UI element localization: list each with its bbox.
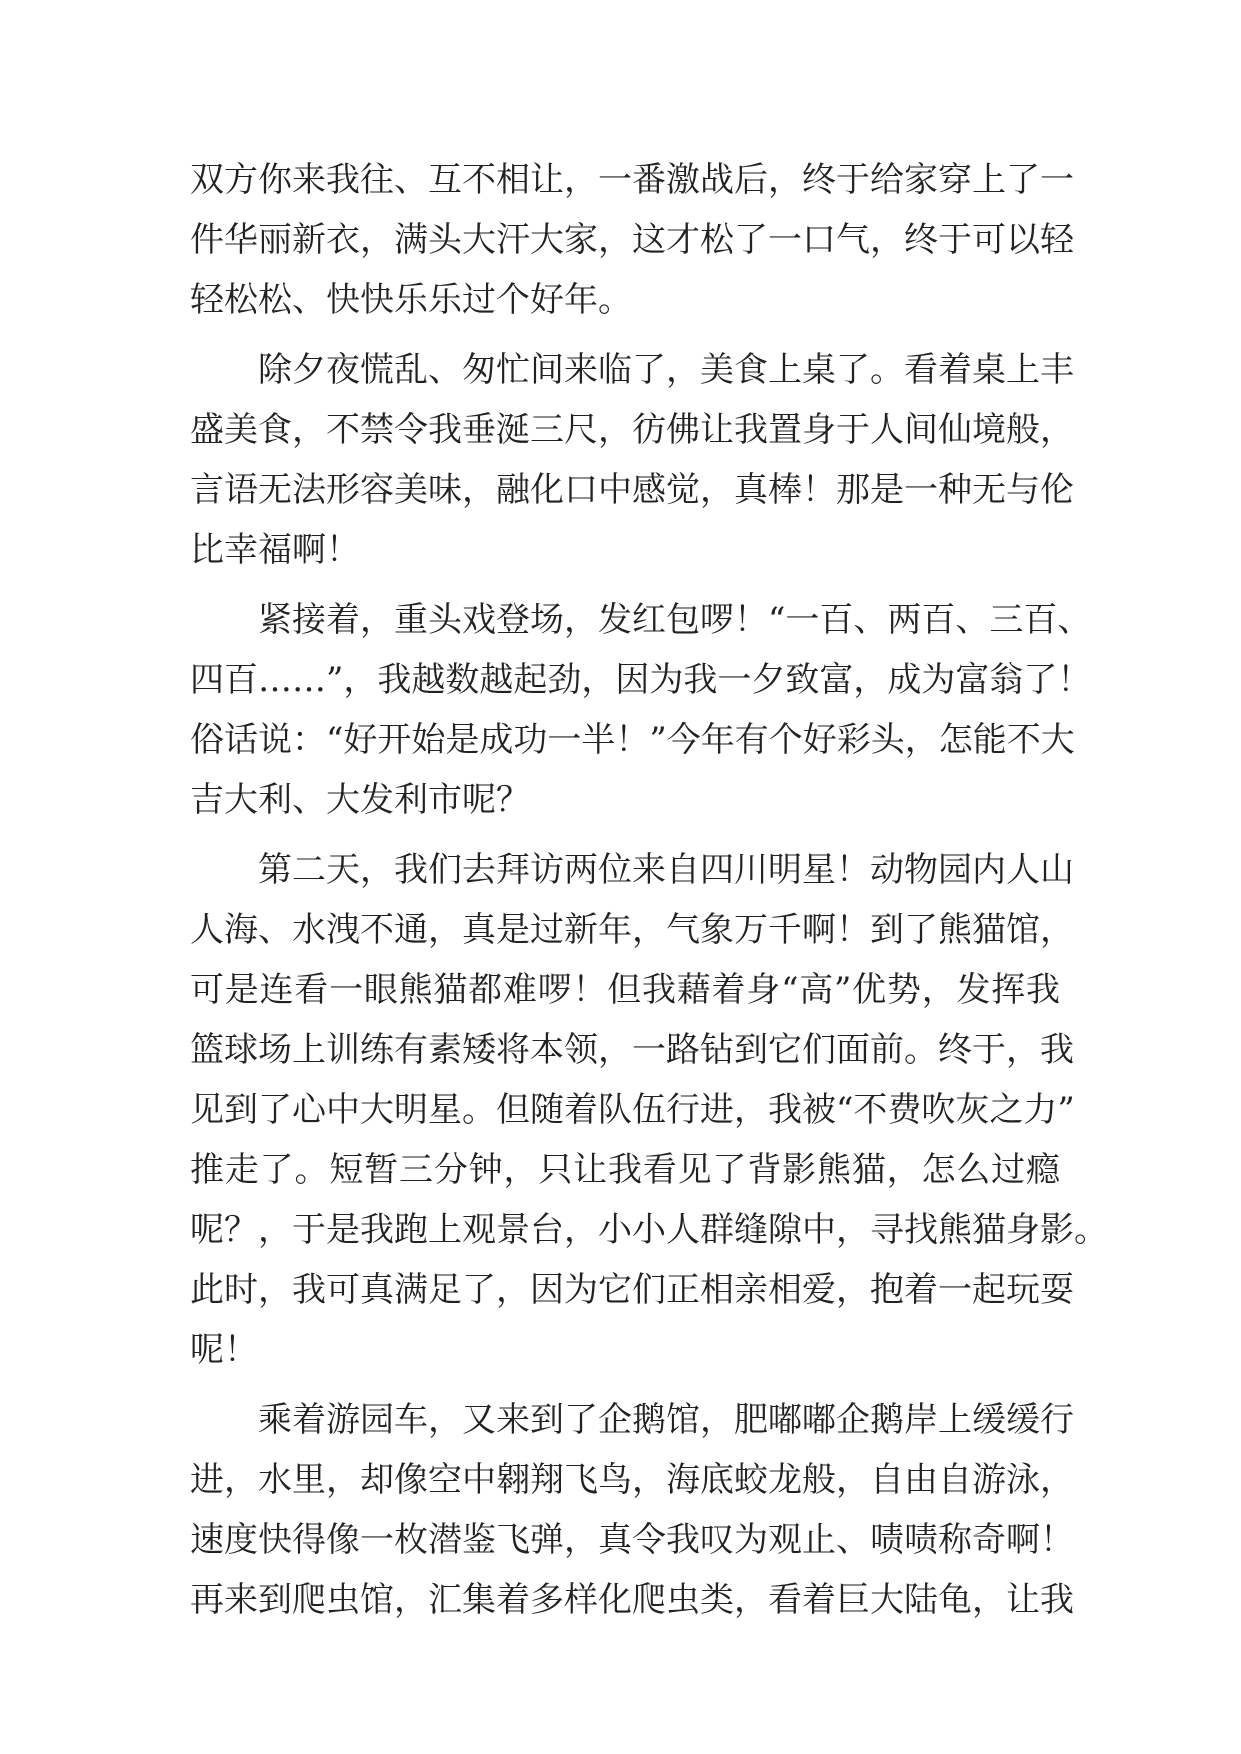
text-line: 言语无法形容美味，融化口中感觉，真棒！那是一种无与伦	[190, 470, 1074, 510]
text-line: 进，水里，却像空中翱翔飞鸟，海底蛟龙般，自由自游泳，	[190, 1460, 1074, 1500]
text-line: 盛美食，不禁令我垂涎三尺，彷佛让我置身于人间仙境般，	[190, 410, 1074, 450]
text-line: 篮球场上训练有素矮将本领，一路钻到它们面前。终于，我	[190, 1030, 1074, 1070]
text-line: 比幸福啊！	[190, 530, 360, 570]
text-line: 呢！	[190, 1330, 258, 1370]
text-line: 可是连看一眼熊猫都难啰！但我藉着身“高”优势，发挥我	[190, 970, 1060, 1010]
text-line: 乘着游园车，又来到了企鹅馆，肥嘟嘟企鹅岸上缓缓行	[258, 1400, 1074, 1440]
text-line: 人海、水洩不通，真是过新年，气象万千啊！到了熊猫馆，	[190, 910, 1074, 950]
text-line: 双方你来我往、互不相让，一番激战后，终于给家穿上了一	[190, 160, 1074, 200]
article-body	[190, 150, 1108, 1630]
text-line: 第二天，我们去拜访两位来自四川明星！动物园内人山	[258, 850, 1074, 890]
text-line: 轻松松、快快乐乐过个好年。	[190, 280, 632, 320]
text-line: 推走了。短暂三分钟，只让我看见了背影熊猫，怎么过瘾	[190, 1150, 1060, 1190]
text-line: 见到了心中大明星。但随着队伍行进，我被“不费吹灰之力”	[190, 1090, 1075, 1130]
text-line: 四百……”，我越数越起劲，因为我一夕致富，成为富翁了！	[190, 660, 1092, 700]
text-line: 紧接着，重头戏登场，发红包啰！“一百、两百、三百、	[258, 600, 1092, 640]
text-line: 件华丽新衣，满头大汗大家，这才松了一口气，终于可以轻	[190, 220, 1074, 260]
text-line: 除夕夜慌乱、匆忙间来临了，美食上桌了。看着桌上丰	[258, 350, 1074, 390]
text-line: 呢？，于是我跑上观景台，小小人群缝隙中，寻找熊猫身影。	[190, 1210, 1108, 1250]
text-line: 再来到爬虫馆，汇集着多样化爬虫类，看着巨大陆龟，让我	[190, 1580, 1074, 1620]
text-line: 俗话说：“好开始是成功一半！”今年有个好彩头，怎能不大	[190, 720, 1075, 760]
text-line: 吉大利、大发利市呢？	[190, 780, 530, 820]
text-line: 速度快得像一枚潜鉴飞弹，真令我叹为观止、啧啧称奇啊！	[190, 1520, 1074, 1560]
text-line: 此时，我可真满足了，因为它们正相亲相爱，抱着一起玩耍	[190, 1270, 1074, 1310]
